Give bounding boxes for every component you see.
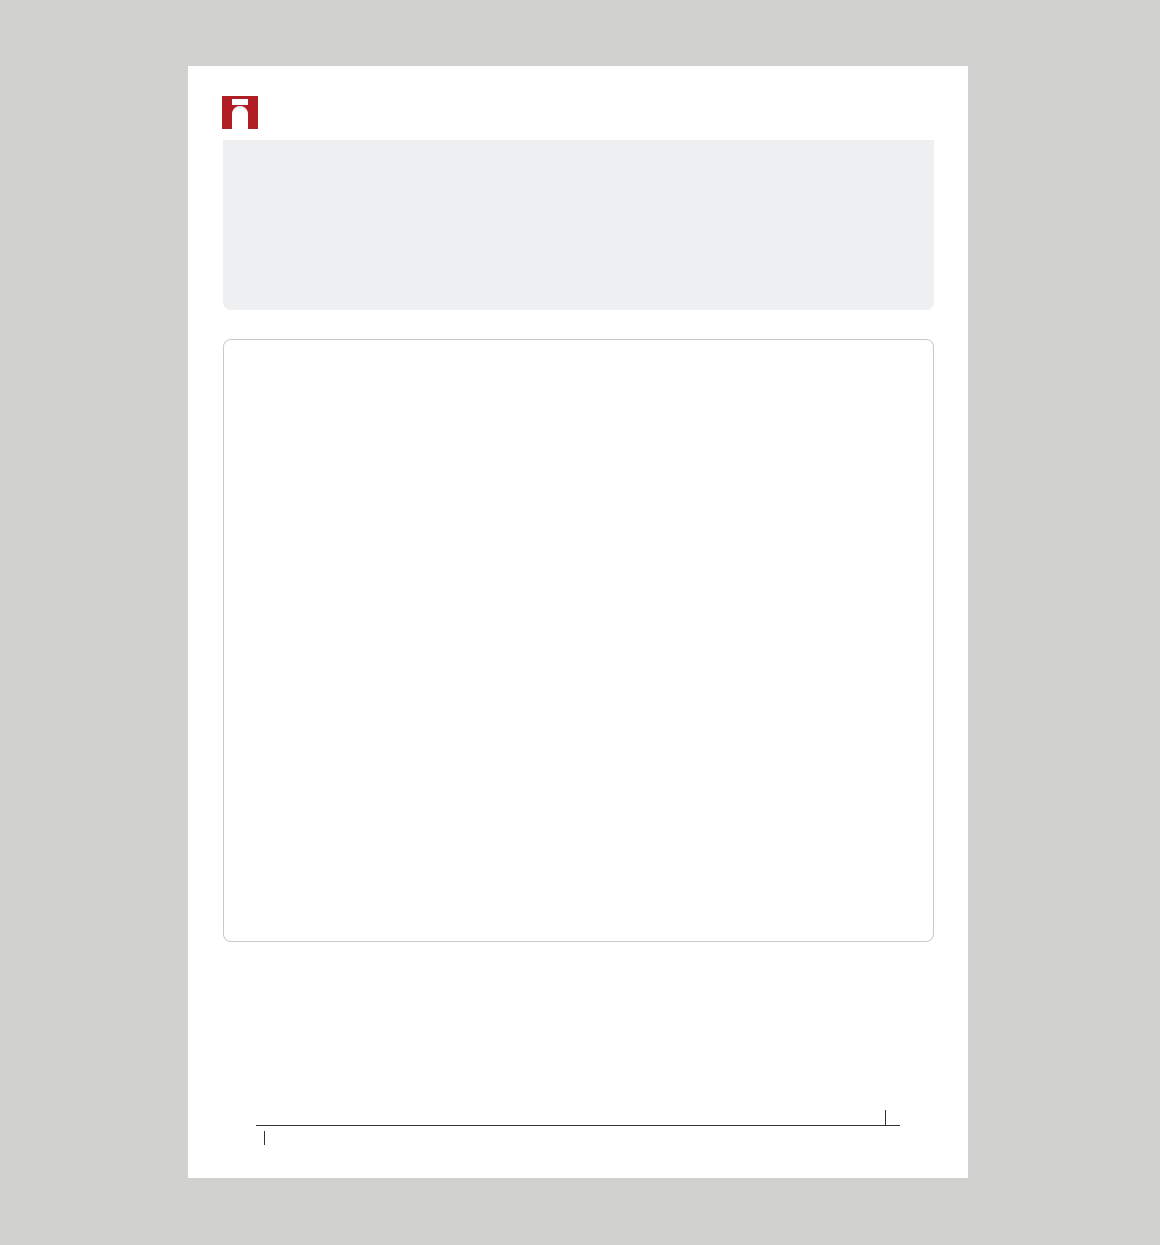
footer-tel xyxy=(256,1131,265,1145)
footer-line-2 xyxy=(256,1128,900,1144)
datasheet-page xyxy=(188,66,968,1178)
spec-table xyxy=(223,339,934,942)
hartmann-logo-icon xyxy=(222,96,258,129)
title-panel xyxy=(223,140,934,310)
footer-company xyxy=(256,1110,267,1119)
footer-line-1 xyxy=(256,1108,900,1126)
footer-website[interactable] xyxy=(885,1110,900,1126)
hartmann-logo xyxy=(222,95,255,129)
